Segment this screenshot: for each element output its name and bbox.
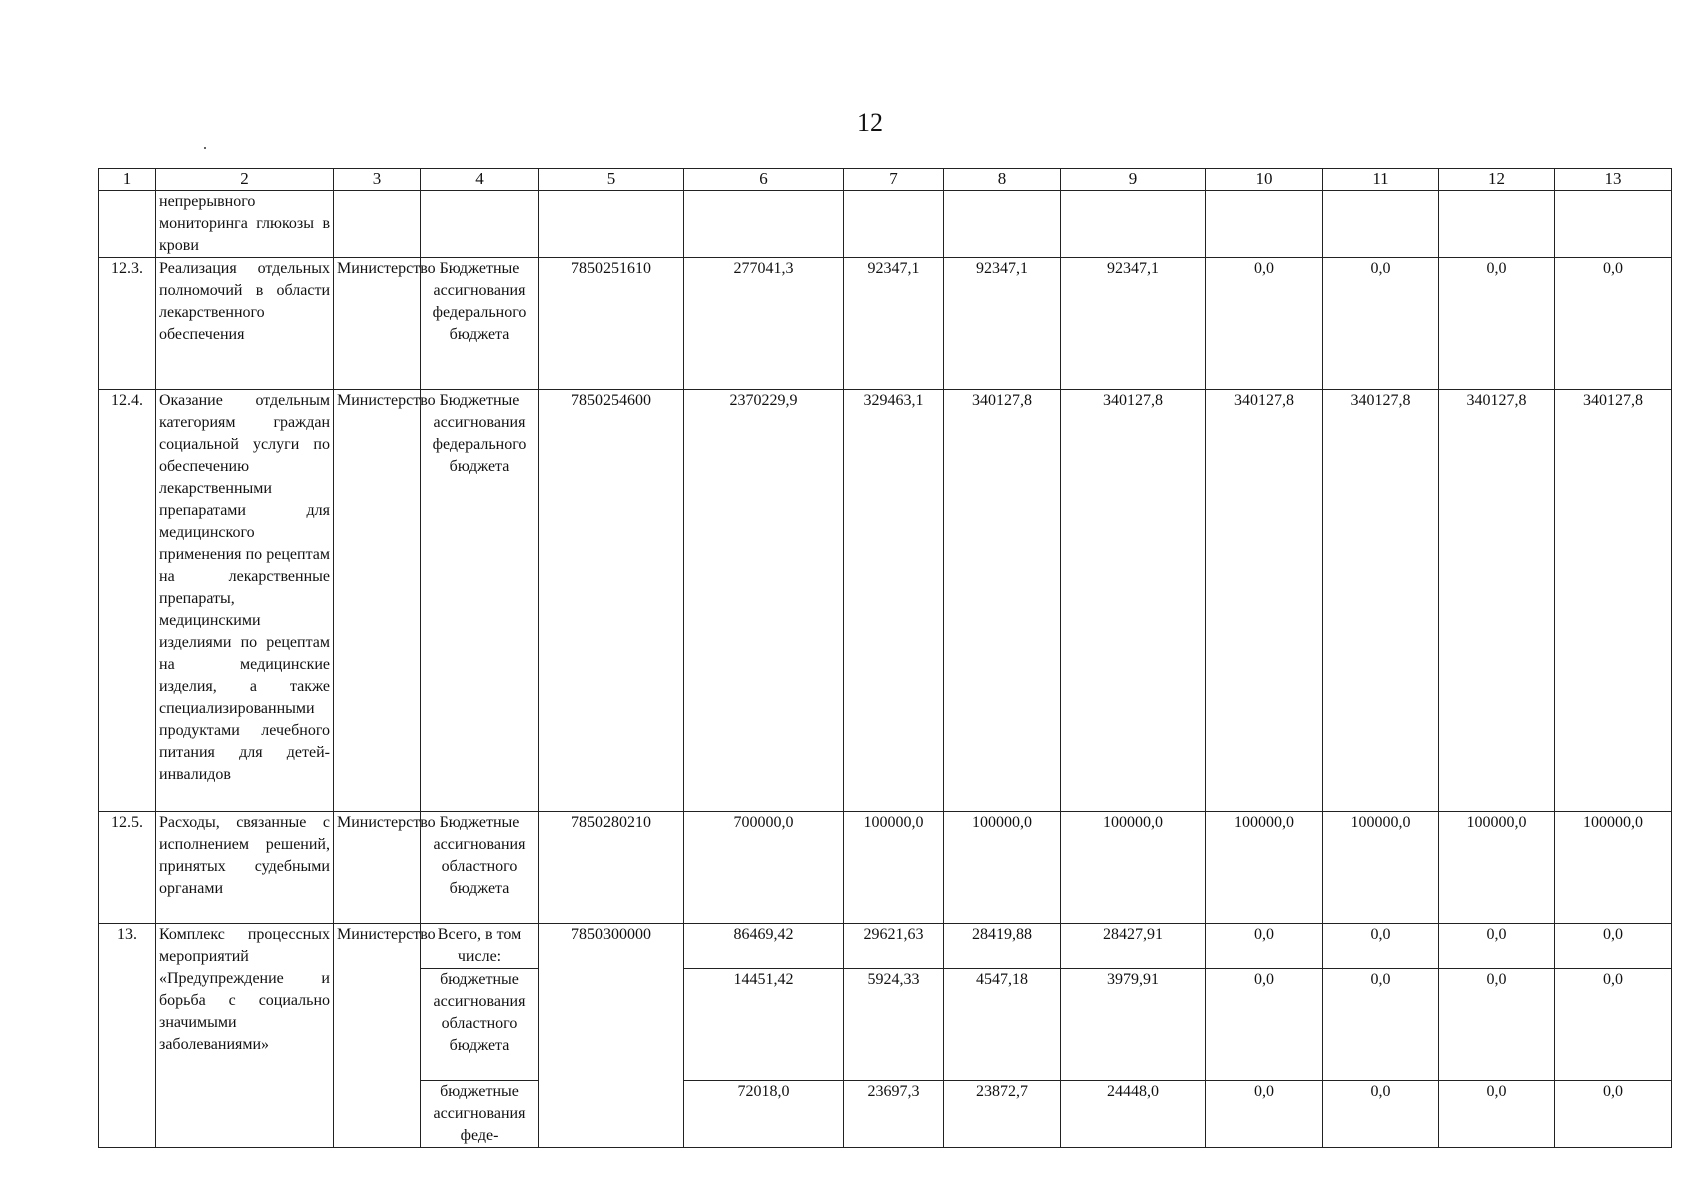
cell — [1555, 191, 1672, 258]
budget-code-cell: 7850254600 — [539, 390, 684, 812]
budget-code-cell: 7850280210 — [539, 812, 684, 924]
header-cell: 3 — [334, 169, 421, 191]
value-cell: 100000,0 — [844, 812, 944, 924]
value-cell: 0,0 — [1323, 924, 1439, 969]
cell — [844, 191, 944, 258]
value-cell: 340127,8 — [1439, 390, 1555, 812]
value-cell: 23697,3 — [844, 1081, 944, 1148]
value-cell: 0,0 — [1555, 924, 1672, 969]
cell — [684, 191, 844, 258]
value-cell: 28427,91 — [1061, 924, 1206, 969]
value-cell: 0,0 — [1555, 969, 1672, 1081]
budget-code-cell: 7850300000 — [539, 924, 684, 1148]
measure-name-cell: непрерывного мониторинга глюкозы в крови — [156, 191, 334, 258]
table-row-13-total — [99, 924, 1672, 969]
value-cell: 14451,42 — [684, 969, 844, 1081]
cell — [99, 191, 156, 258]
header-cell: 11 — [1323, 169, 1439, 191]
header-cell: 5 — [539, 169, 684, 191]
funding-source-cell: Бюджетные ассигнования областного бюджета — [421, 812, 539, 924]
measure-name-cell: Расходы, связанные с исполнением решений, принятых судебными органами — [156, 812, 334, 924]
item-number: 12.5. — [99, 812, 156, 924]
measure-name-cell: Комплекс процессных мероприятий «Предупреждение и борьба с социально значимыми заболеваниями» — [156, 924, 334, 1148]
value-cell: 92347,1 — [844, 258, 944, 390]
value-cell: 24448,0 — [1061, 1081, 1206, 1148]
item-number: 13. — [99, 924, 156, 1148]
value-cell: 0,0 — [1323, 1081, 1439, 1148]
value-cell: 5924,33 — [844, 969, 944, 1081]
measure-name-cell: Реализация отдельных полномочий в области лекарственного обеспечения — [156, 258, 334, 390]
item-number: 12.3. — [99, 258, 156, 390]
value-cell: 92347,1 — [944, 258, 1061, 390]
header-cell: 9 — [1061, 169, 1206, 191]
cell — [1206, 191, 1323, 258]
header-cell: 8 — [944, 169, 1061, 191]
value-cell: 100000,0 — [1061, 812, 1206, 924]
value-cell: 28419,88 — [944, 924, 1061, 969]
cell — [539, 191, 684, 258]
value-cell: 329463,1 — [844, 390, 944, 812]
value-cell: 100000,0 — [944, 812, 1061, 924]
value-cell: 0,0 — [1206, 924, 1323, 969]
value-cell: 340127,8 — [1206, 390, 1323, 812]
value-cell: 0,0 — [1439, 924, 1555, 969]
value-cell: 72018,0 — [684, 1081, 844, 1148]
value-cell: 340127,8 — [944, 390, 1061, 812]
value-cell: 86469,42 — [684, 924, 844, 969]
funding-source-cell: Бюджетные ассигнования федерального бюджета — [421, 390, 539, 812]
value-cell: 0,0 — [1323, 258, 1439, 390]
value-cell: 100000,0 — [1439, 812, 1555, 924]
scan-speck — [204, 147, 206, 149]
value-cell: 4547,18 — [944, 969, 1061, 1081]
header-cell: 10 — [1206, 169, 1323, 191]
value-cell: 92347,1 — [1061, 258, 1206, 390]
cell — [1061, 191, 1206, 258]
value-cell: 340127,8 — [1061, 390, 1206, 812]
value-cell: 0,0 — [1206, 1081, 1323, 1148]
funding-source-cell: Бюджетные ассигнования федерального бюджета — [421, 258, 539, 390]
cell — [1439, 191, 1555, 258]
table-header-row — [99, 169, 1672, 191]
page-number: 12 — [857, 108, 883, 137]
table-row-12-3 — [99, 258, 1672, 390]
value-cell: 700000,0 — [684, 812, 844, 924]
header-cell: 7 — [844, 169, 944, 191]
value-cell: 0,0 — [1206, 258, 1323, 390]
header-cell: 2 — [156, 169, 334, 191]
header-cell: 4 — [421, 169, 539, 191]
value-cell: 100000,0 — [1206, 812, 1323, 924]
value-cell: 0,0 — [1439, 1081, 1555, 1148]
executor-cell: Министерство — [334, 258, 421, 390]
header-cell: 6 — [684, 169, 844, 191]
value-cell: 0,0 — [1555, 1081, 1672, 1148]
funding-source-cell: бюджетные ассигнования феде- — [421, 1081, 539, 1148]
executor-cell: Министерство — [334, 390, 421, 812]
executor-cell: Министерство — [334, 924, 421, 1148]
header-cell: 1 — [99, 169, 156, 191]
value-cell: 23872,7 — [944, 1081, 1061, 1148]
measure-name-cell: Оказание отдельным категориям граждан социальной услуги по обеспечению лекарственными препаратами для медицинского применения по рецептам на лекарственные препараты, медицинскими изделиями по рецептам на медицинские изделия, а также специализированными продуктами лечебного питания для детей-инвалидов — [156, 390, 334, 812]
table-row-continuation — [99, 191, 1672, 258]
value-cell: 0,0 — [1555, 258, 1672, 390]
funding-source-cell: бюджетные ассигнования областного бюджета — [421, 969, 539, 1081]
cell — [334, 191, 421, 258]
item-number: 12.4. — [99, 390, 156, 812]
budget-table — [98, 168, 1672, 1148]
header-cell: 12 — [1439, 169, 1555, 191]
value-cell: 340127,8 — [1555, 390, 1672, 812]
value-cell: 29621,63 — [844, 924, 944, 969]
header-cell: 13 — [1555, 169, 1672, 191]
value-cell: 0,0 — [1323, 969, 1439, 1081]
table-row-12-4 — [99, 390, 1672, 812]
value-cell: 277041,3 — [684, 258, 844, 390]
value-cell: 340127,8 — [1323, 390, 1439, 812]
value-cell: 0,0 — [1439, 258, 1555, 390]
value-cell: 100000,0 — [1555, 812, 1672, 924]
value-cell: 0,0 — [1439, 969, 1555, 1081]
value-cell: 2370229,9 — [684, 390, 844, 812]
table-row-12-5 — [99, 812, 1672, 924]
budget-code-cell: 7850251610 — [539, 258, 684, 390]
executor-cell: Министерство — [334, 812, 421, 924]
value-cell: 3979,91 — [1061, 969, 1206, 1081]
cell — [944, 191, 1061, 258]
funding-source-cell: Всего, в том числе: — [421, 924, 539, 969]
value-cell: 100000,0 — [1323, 812, 1439, 924]
value-cell: 0,0 — [1206, 969, 1323, 1081]
cell — [1323, 191, 1439, 258]
cell — [421, 191, 539, 258]
